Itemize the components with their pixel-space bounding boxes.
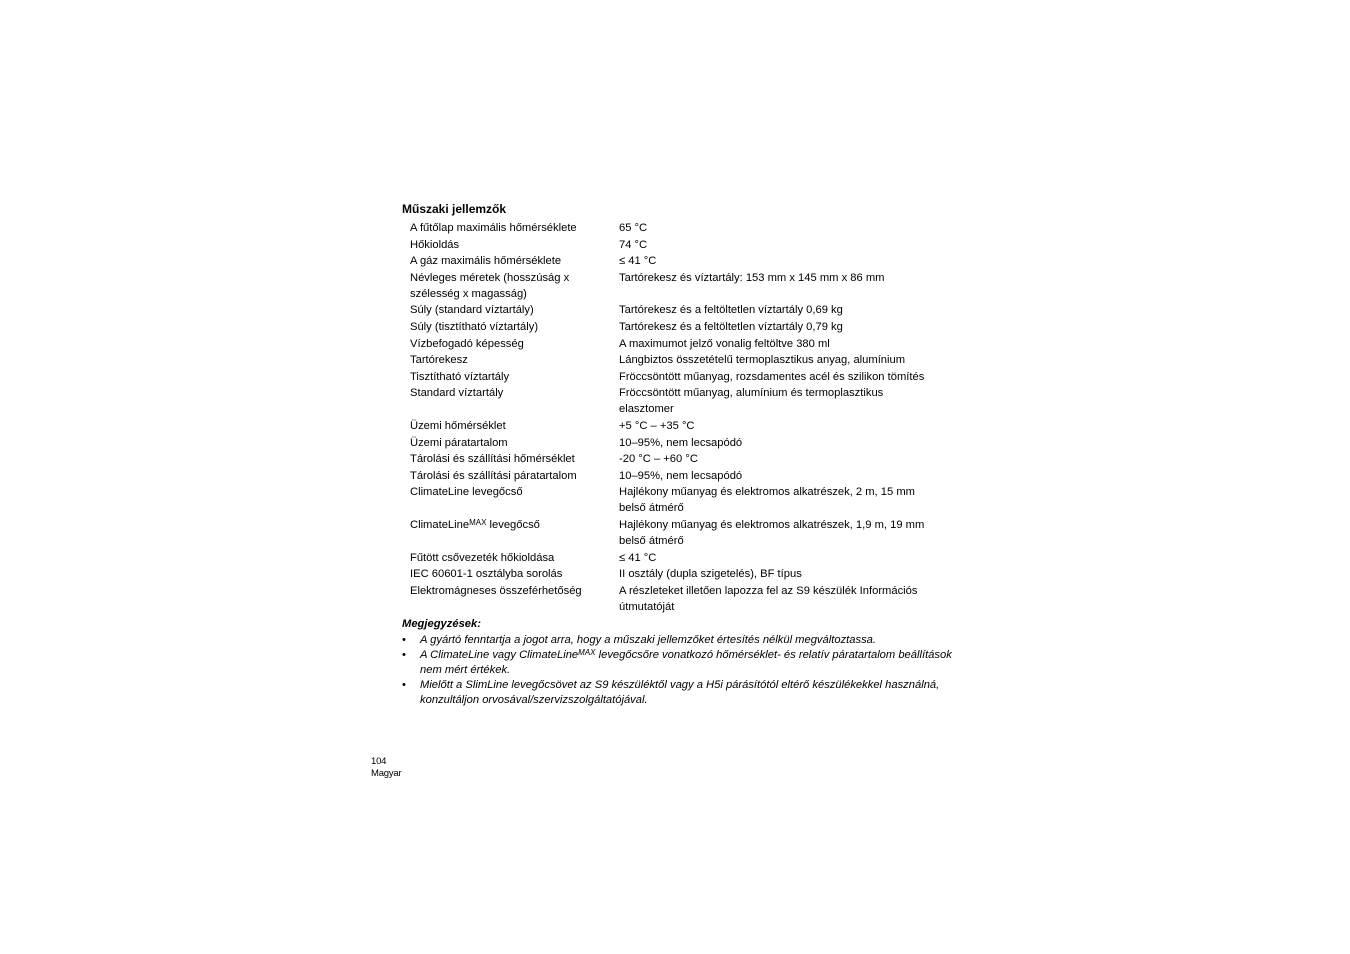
note-text-post: levegőcsőre vonatkozó hőmérséklet- és relatív páratartalom beállítások nem mért értékek. [420, 649, 952, 677]
spec-label: Üzemi páratartalom [410, 436, 508, 449]
spec-label: ClimateLine levegőcső [410, 486, 523, 499]
notes-list [402, 633, 962, 708]
table-row [410, 319, 939, 336]
table-row [410, 253, 939, 270]
table-row [410, 369, 939, 386]
table-row [410, 336, 939, 353]
list-item: • Mielőtt a SlimLine levegőcsövet az S9 készüléktől vagy a H5i párásítótól eltérő készülékekkel használná, konzultáljon orvosával/szervizszolgáltatójával. [402, 678, 962, 708]
table-row [410, 435, 939, 452]
spec-value: ≤ 41 °C [619, 551, 657, 564]
table-row [410, 352, 939, 369]
table-row [410, 220, 939, 237]
spec-value: Tartórekesz és víztartály: 153 mm x 145 mm x 86 mm [619, 271, 885, 284]
spec-value: 10–95%, nem lecsapódó [619, 436, 743, 449]
specifications-section [402, 202, 962, 708]
spec-value: +5 °C – +35 °C [619, 419, 695, 432]
spec-value: Fröccsöntött műanyag, alumínium és termoplasztikus elasztomer [619, 387, 884, 416]
spec-label: Tárolási és szállítási páratartalom [410, 469, 577, 482]
spec-value: -20 °C – +60 °C [619, 453, 698, 466]
table-row [410, 385, 939, 418]
spec-value: ≤ 41 °C [619, 255, 657, 268]
spec-label: Tisztítható víztartály [410, 370, 510, 383]
spec-label: IEC 60601-1 osztályba sorolás [410, 568, 563, 581]
spec-value: II osztály (dupla szigetelés), BF típus [619, 568, 802, 581]
spec-label: Súly (standard víztartály) [410, 304, 534, 317]
spec-value: Fröccsöntött műanyag, rozsdamentes acél és szilikon tömítés [619, 370, 925, 383]
list-item: • A gyártó fenntartja a jogot arra, hogy a műszaki jellemzőket értesítés nélkül megváltoztassa. [402, 633, 962, 648]
table-row [410, 583, 939, 616]
list-item [402, 648, 962, 678]
spec-value: 74 °C [619, 238, 648, 251]
table-row [410, 451, 939, 468]
table-row [410, 550, 939, 567]
table-row [410, 468, 939, 485]
section-title: Műszaki jellemzők [402, 202, 507, 216]
spec-label: Elektromágneses összeférhetőség [410, 584, 582, 597]
spec-label: Standard víztartály [410, 387, 504, 400]
spec-value: Hajlékony műanyag és elektromos alkatrészek, 2 m, 15 mm belső átmérő [619, 486, 915, 515]
spec-value: Hajlékony műanyag és elektromos alkatrészek, 1,9 m, 19 mm belső átmérő [619, 518, 925, 547]
spec-label: A gáz maximális hőmérséklete [410, 255, 562, 268]
spec-label: Tárolási és szállítási hőmérséklet [410, 453, 575, 466]
table-row [410, 484, 939, 517]
spec-value: Tartórekesz és a feltöltetlen víztartály 0,79 kg [619, 320, 843, 333]
spec-value: 10–95%, nem lecsapódó [619, 469, 743, 482]
spec-label: Hőkioldás [410, 238, 460, 251]
spec-value: A maximumot jelző vonalig feltöltve 380 ml [619, 337, 830, 350]
table-row [410, 566, 939, 583]
spec-label-post: levegőcső [486, 518, 540, 531]
note-text-pre: A ClimateLine vagy ClimateLine [420, 649, 579, 662]
spec-label: Vízbefogadó képesség [410, 337, 524, 350]
spec-label: Tartórekesz [410, 354, 468, 367]
page-number: 104 [371, 756, 387, 767]
table-row [410, 517, 939, 550]
spec-value: 65 °C [619, 222, 648, 234]
spec-label: Súly (tisztítható víztartály) [410, 320, 539, 333]
spec-label [410, 517, 619, 550]
language-label: Magyar [371, 768, 402, 779]
spec-label: Üzemi hőmérséklet [410, 419, 506, 432]
specifications-table [410, 220, 939, 615]
table-row [410, 237, 939, 254]
table-row [410, 270, 939, 303]
page-footer [371, 756, 401, 780]
spec-value: A részleteket illetően lapozza fel az S9 készülék Információs útmutatóját [619, 584, 918, 613]
spec-label-pre: ClimateLine [410, 518, 470, 531]
table-row [410, 302, 939, 319]
spec-value: Tartórekesz és a feltöltetlen víztartály 0,69 kg [619, 304, 843, 317]
spec-label: Fűtött csővezeték hőkioldása [410, 551, 555, 564]
note-superscript: MAX [578, 648, 596, 658]
spec-label: Névleges méretek (hosszúság x szélesség x magasság) [410, 271, 570, 300]
spec-label-superscript: MAX [469, 517, 487, 527]
spec-value: Lángbiztos összetételű termoplasztikus anyag, alumínium [619, 354, 906, 367]
spec-label: A fűtőlap maximális hőmérséklete [410, 222, 577, 234]
table-row [410, 418, 939, 435]
notes-title: Megjegyzések: [402, 618, 481, 631]
